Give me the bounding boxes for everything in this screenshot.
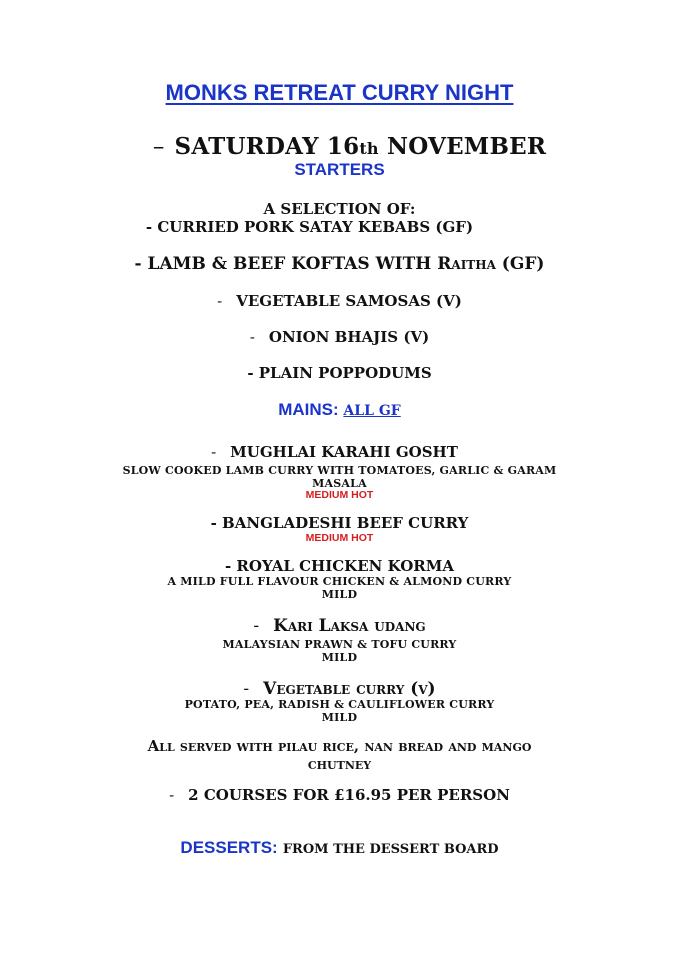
beef-heat: MEDIUM HOT bbox=[305, 532, 374, 544]
main-dish-korma: - ROYAL CHICKEN KORMA bbox=[224, 557, 454, 575]
served-with-line2: chutney bbox=[307, 755, 372, 773]
starters-intro: A SELECTION OF: bbox=[263, 200, 416, 218]
gosht-dash: - bbox=[211, 443, 217, 461]
date-day: SATURDAY 16 bbox=[174, 133, 360, 160]
vegetable-desc: POTATO, PEA, RADISH & CAULIFLOWER CURRY bbox=[184, 698, 495, 711]
date-suffix: th bbox=[359, 139, 379, 158]
served-with-line1: All served with pilau rice, nan bread and mango bbox=[147, 737, 532, 755]
laksa-name: Kari Laksa udang bbox=[273, 616, 426, 636]
page-title: MONKS RETREAT CURRY NIGHT bbox=[165, 80, 514, 105]
main-dish-vegetable bbox=[0, 679, 679, 699]
price-dash: - bbox=[169, 786, 175, 804]
vegetable-dash: - bbox=[243, 679, 250, 699]
date-month: NOVEMBER bbox=[386, 133, 547, 160]
gosht-desc: SLOW COOKED LAMB CURRY WITH TOMATOES, GARLIC & GARAM bbox=[122, 464, 557, 477]
desserts-note: FROM THE DESSERT BOARD bbox=[282, 842, 499, 857]
bhajis-label: ONION BHAJIS (V) bbox=[268, 328, 430, 346]
vegetable-name: Vegetable curry (v) bbox=[263, 679, 436, 699]
gosht-heat: MEDIUM HOT bbox=[305, 489, 374, 501]
gosht-desc-line2: MASALA bbox=[312, 477, 367, 490]
event-date bbox=[10, 133, 679, 160]
starters-heading: STARTERS bbox=[294, 160, 385, 179]
price-line bbox=[0, 786, 679, 804]
korma-heat: MILD bbox=[321, 588, 358, 601]
main-dish-gosht bbox=[0, 443, 674, 461]
laksa-desc: MALAYSIAN PRAWN & TOFU CURRY bbox=[222, 638, 457, 651]
main-dish-beef: - BANGLADESHI BEEF CURRY bbox=[210, 514, 469, 532]
starter-item-poppodums: - PLAIN POPPODUMS bbox=[247, 364, 432, 382]
starter-item-satay: - CURRIED PORK SATAY KEBABS (GF) bbox=[145, 218, 474, 236]
laksa-dash: - bbox=[253, 616, 260, 636]
mains-heading-note: ALL GF bbox=[343, 403, 401, 419]
starter-item-bhajis bbox=[0, 328, 679, 346]
laksa-heat: MILD bbox=[321, 651, 358, 664]
gosht-name: MUGHLAI KARAHI GOSHT bbox=[230, 443, 458, 461]
date-dash: – bbox=[152, 134, 165, 160]
samosas-dash: - bbox=[217, 292, 223, 310]
samosas-label: VEGETABLE SAMOSAS (V) bbox=[236, 292, 462, 310]
main-dish-laksa bbox=[0, 616, 679, 636]
starter-item-koftas: - LAMB & BEEF KOFTAS WITH Raitha (GF) bbox=[134, 254, 545, 274]
mains-heading bbox=[0, 400, 679, 420]
korma-desc: A MILD FULL FLAVOUR CHICKEN & ALMOND CURRY bbox=[167, 575, 512, 588]
vegetable-heat: MILD bbox=[321, 711, 358, 724]
mains-heading-label: MAINS: bbox=[278, 400, 339, 419]
bhajis-dash: - bbox=[249, 328, 255, 346]
starter-item-samosas bbox=[0, 292, 679, 310]
price-label: 2 COURSES FOR £16.95 PER PERSON bbox=[188, 786, 510, 804]
desserts-heading: DESSERTS: bbox=[180, 838, 278, 857]
desserts-line bbox=[0, 838, 679, 858]
